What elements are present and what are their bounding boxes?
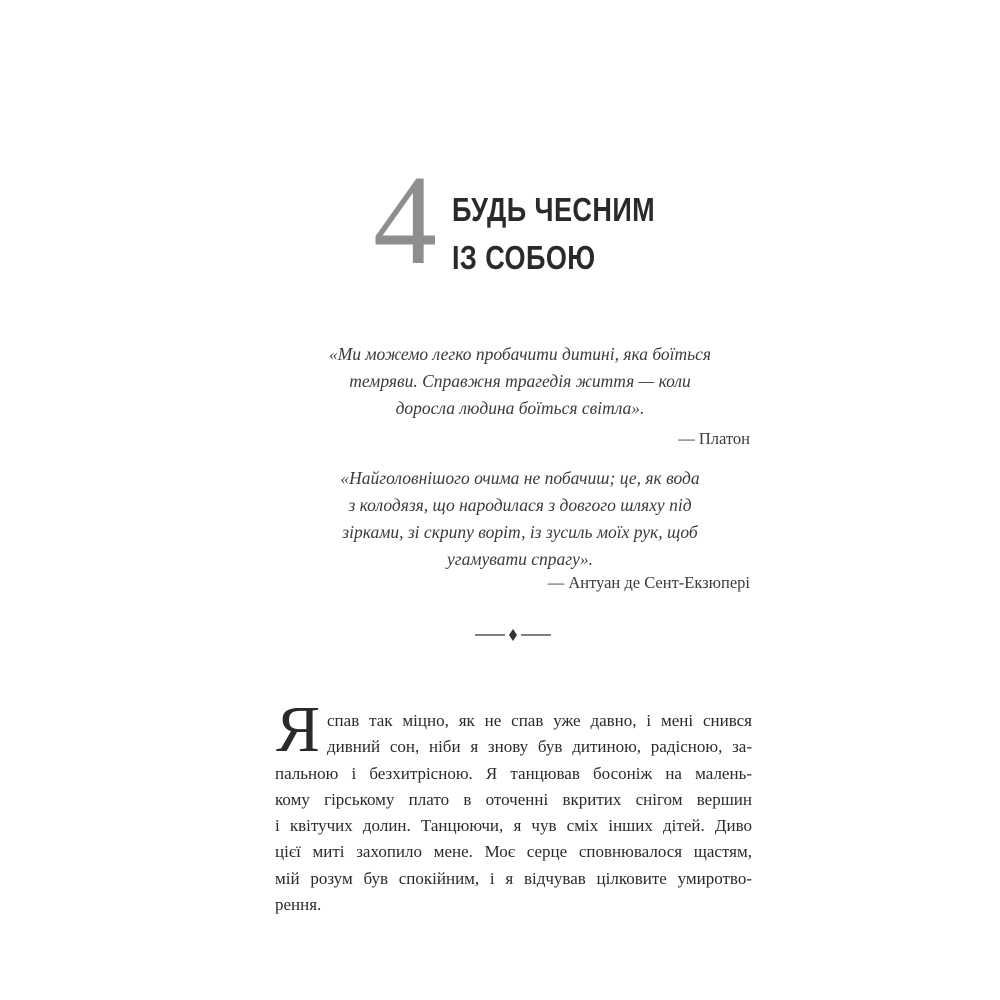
body-line: спав так міцно, як не спав уже давно, і мені снився (327, 711, 752, 730)
body-paragraph (275, 708, 752, 918)
epigraph-line: «Найголовнішого очима не побачиш; це, як вода (340, 468, 700, 488)
epigraph-author: — Антуан де Сент-Екзюпері (547, 573, 750, 592)
epigraph-line: з колодязя, що народилася з довгого шляху під (348, 495, 692, 515)
epigraph-line: доросла людина боїться світла». (395, 398, 645, 418)
section-divider-ornament (473, 626, 553, 644)
epigraph-line: угамувати спрагу». (446, 549, 593, 569)
chapter-number: 4 (373, 149, 437, 291)
chapter-title-line: БУДЬ ЧЕСНИМ (452, 191, 656, 228)
body-line: пальною і безхитрісною. Я танцював босоніж на малень- (275, 763, 752, 783)
chapter-title (452, 186, 655, 282)
body-line: рення. (275, 895, 322, 915)
chapter-title-line: ІЗ СОБОЮ (452, 239, 596, 276)
epigraph-line: зірками, зі скрипу воріт, із зусиль моїх рук, щоб (342, 522, 698, 542)
body-line: мій розум був спокійним, і я відчував цілковите умиротво- (275, 868, 752, 888)
epigraph-quote (300, 341, 740, 422)
diamond-icon (509, 629, 517, 641)
body-line: дивний сон, ніби я знову був дитиною, радісною, за- (327, 737, 752, 757)
body-line: цієї миті захопило мене. Моє серце сповнювалося щастям, (275, 842, 752, 862)
epigraph-quote (300, 465, 740, 573)
drop-cap: Я (276, 693, 321, 766)
epigraph-line: темряви. Справжня трагедія життя — коли (349, 371, 691, 391)
epigraph-line: «Ми можемо легко пробачити дитині, яка боїться (328, 344, 712, 364)
body-line: і квітучих долин. Танцюючи, я чув сміх інших дітей. Диво (275, 816, 752, 836)
body-line: кому гірському плато в оточенні вкритих снігом вершин (275, 789, 752, 809)
epigraph-author: — Платон (678, 429, 750, 448)
